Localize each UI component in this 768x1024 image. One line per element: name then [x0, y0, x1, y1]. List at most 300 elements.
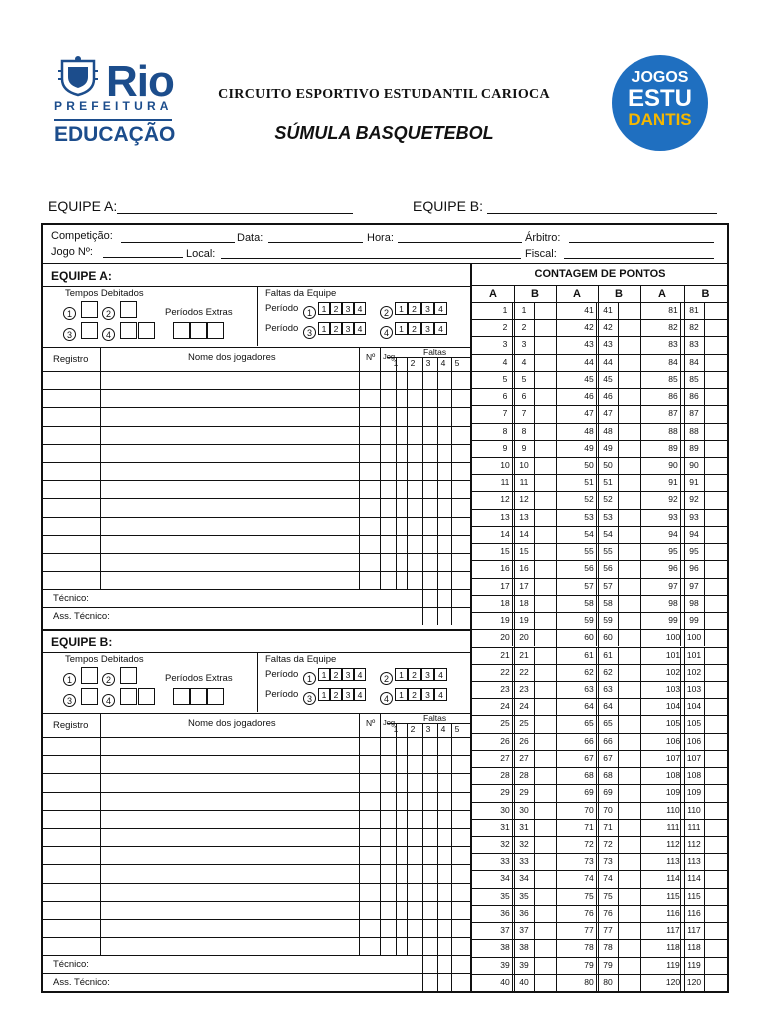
score-cell-a[interactable]: 67 — [584, 752, 594, 763]
score-cell-a[interactable]: 37 — [500, 925, 510, 936]
score-cell-b[interactable]: 65 — [603, 718, 613, 729]
score-cell-b[interactable]: 100 — [686, 632, 702, 643]
score-cell-a[interactable]: 94 — [668, 528, 678, 539]
score-cell-a[interactable]: 40 — [500, 976, 510, 987]
score-cell-b[interactable]: 27 — [519, 752, 529, 763]
timeout-box[interactable] — [120, 322, 137, 339]
timeout-box[interactable] — [81, 667, 98, 684]
score-cell-b[interactable]: 119 — [687, 959, 701, 970]
data-field[interactable]: Data: — [237, 232, 264, 244]
score-cell-a[interactable]: 5 — [502, 373, 508, 384]
score-cell-b[interactable]: 25 — [519, 718, 529, 729]
timeout-box[interactable] — [138, 688, 155, 705]
score-cell-b[interactable]: 53 — [603, 511, 613, 522]
faltas-col-number: 1 — [393, 358, 399, 368]
team-foul-box[interactable]: 3 — [342, 688, 354, 701]
team-b-name-field[interactable] — [413, 198, 717, 214]
score-cell-b[interactable]: 59 — [603, 615, 613, 626]
timeout-box[interactable] — [120, 667, 137, 684]
score-cell-b[interactable]: 88 — [689, 425, 699, 436]
score-cell-b[interactable]: 74 — [603, 873, 613, 884]
score-cell-a[interactable]: 30 — [500, 804, 510, 815]
score-cell-a[interactable]: 28 — [500, 770, 510, 781]
team-foul-box[interactable]: 1 — [318, 322, 330, 335]
score-cell-a[interactable]: 3 — [502, 339, 508, 350]
score-cell-b[interactable]: 14 — [519, 528, 529, 539]
score-cell-b[interactable]: 30 — [519, 804, 529, 815]
score-cell-a[interactable]: 60 — [584, 632, 594, 643]
score-cell-b[interactable]: 1 — [521, 305, 527, 315]
score-cell-a[interactable]: 96 — [668, 563, 678, 574]
score-cell-a[interactable]: 70 — [584, 804, 594, 815]
score-cell-b[interactable]: 99 — [689, 615, 699, 626]
arbitro-field[interactable]: Árbitro: — [525, 232, 561, 244]
score-cell-a[interactable]: 59 — [584, 615, 594, 626]
score-cell-b[interactable]: 51 — [603, 477, 613, 488]
score-cell-b[interactable]: 106 — [686, 735, 702, 746]
score-cell-a[interactable]: 99 — [668, 615, 678, 626]
score-cell-a[interactable]: 66 — [584, 735, 594, 746]
score-cell-b[interactable]: 95 — [689, 546, 699, 557]
score-cell-b[interactable]: 34 — [519, 873, 529, 884]
team-foul-box[interactable]: 4 — [354, 302, 366, 315]
score-cell-b[interactable]: 113 — [687, 856, 701, 867]
score-cell-b[interactable]: 78 — [603, 942, 613, 953]
score-cell-a[interactable]: 31 — [500, 821, 510, 832]
score-cell-a[interactable]: 22 — [500, 666, 510, 677]
score-cell-a[interactable]: 54 — [584, 528, 594, 539]
score-cell-a[interactable]: 75 — [584, 890, 594, 901]
score-cell-a[interactable]: 58 — [584, 597, 594, 608]
competicao-field[interactable]: Competição: — [51, 230, 113, 242]
score-cell-b[interactable]: 108 — [686, 770, 702, 781]
score-cell-a[interactable]: 90 — [668, 460, 678, 471]
faltas-col-number: 3 — [425, 358, 431, 368]
score-cell-b[interactable]: 4 — [521, 356, 527, 367]
score-cell-a[interactable]: 36 — [500, 907, 510, 918]
score-cell-a[interactable]: 35 — [500, 890, 510, 901]
score-cell-b[interactable]: 84 — [689, 356, 699, 367]
team-foul-box[interactable]: 4 — [434, 302, 447, 315]
score-cell-a[interactable]: 6 — [502, 391, 508, 402]
team-foul-box[interactable]: 1 — [395, 302, 408, 315]
score-cell-b[interactable]: 105 — [686, 718, 702, 729]
score-cell-a[interactable]: 109 — [665, 787, 681, 798]
score-cell-b[interactable]: 35 — [519, 890, 529, 901]
score-cell-a[interactable]: 61 — [584, 649, 594, 660]
score-cell-a[interactable]: 89 — [668, 442, 678, 453]
score-cell-a[interactable]: 91 — [668, 477, 678, 488]
score-cell-b[interactable]: 23 — [519, 683, 529, 694]
jogo-field[interactable]: Jogo Nº: — [51, 246, 93, 258]
team-foul-box[interactable]: 4 — [354, 668, 366, 681]
score-cell-a[interactable]: 120 — [665, 976, 681, 987]
score-cell-b[interactable]: 2 — [521, 322, 527, 333]
score-cell-a[interactable]: 44 — [584, 356, 594, 367]
score-cell-a[interactable]: 19 — [500, 615, 510, 626]
score-cell-a[interactable]: 114 — [666, 873, 680, 884]
score-cell-b[interactable]: 82 — [689, 322, 699, 333]
score-cell-b[interactable]: 52 — [603, 494, 613, 505]
score-cell-a[interactable]: 85 — [668, 373, 678, 384]
score-cell-a[interactable]: 93 — [668, 511, 678, 522]
score-cell-a[interactable]: 23 — [500, 683, 510, 694]
score-cell-b[interactable]: 46 — [603, 391, 613, 402]
score-cell-a[interactable]: 110 — [666, 804, 680, 815]
score-cell-b[interactable]: 63 — [603, 683, 613, 694]
team-foul-box[interactable]: 3 — [421, 668, 434, 681]
score-cell-b[interactable]: 93 — [689, 511, 699, 522]
score-cell-b[interactable]: 55 — [603, 546, 613, 557]
score-cell-a[interactable]: 18 — [500, 597, 510, 608]
score-cell-b[interactable]: 20 — [519, 632, 529, 643]
score-cell-b[interactable]: 54 — [603, 528, 613, 539]
score-cell-b[interactable]: 26 — [519, 735, 529, 746]
score-cell-a[interactable]: 65 — [584, 718, 594, 729]
score-cell-b[interactable]: 68 — [603, 770, 613, 781]
score-cell-b[interactable]: 45 — [603, 373, 613, 384]
score-cell-b[interactable]: 111 — [687, 821, 701, 832]
team-foul-box[interactable]: 4 — [434, 688, 447, 701]
score-cell-b[interactable]: 29 — [519, 787, 529, 798]
score-cell-b[interactable]: 87 — [689, 408, 699, 419]
score-cell-a[interactable]: 12 — [500, 494, 510, 505]
score-cell-b[interactable]: 40 — [519, 976, 529, 987]
score-cell-b[interactable]: 7 — [521, 408, 527, 419]
score-cell-a[interactable]: 42 — [584, 322, 594, 333]
score-cell-b[interactable]: 92 — [689, 494, 699, 505]
score-cell-b[interactable]: 81 — [689, 305, 699, 315]
score-cell-a[interactable]: 79 — [584, 959, 594, 970]
score-cell-b[interactable]: 37 — [519, 925, 529, 936]
score-cell-b[interactable]: 91 — [689, 477, 699, 488]
score-cell-a[interactable]: 105 — [665, 718, 681, 729]
score-cell-b[interactable]: 41 — [603, 305, 613, 315]
score-cell-b[interactable]: 104 — [686, 701, 702, 712]
score-cell-b[interactable]: 102 — [686, 666, 702, 677]
score-cell-b[interactable]: 12 — [519, 494, 529, 505]
score-cell-a[interactable]: 46 — [584, 391, 594, 402]
score-cell-b[interactable]: 96 — [689, 563, 699, 574]
team-foul-box[interactable]: 2 — [408, 688, 421, 701]
local-field[interactable]: Local: — [186, 248, 216, 260]
team-foul-box[interactable]: 4 — [354, 322, 366, 335]
score-cell-a[interactable]: 21 — [500, 649, 510, 660]
score-cell-b[interactable]: 66 — [603, 735, 613, 746]
score-cell-b[interactable]: 75 — [603, 890, 613, 901]
score-cell-a[interactable]: 8 — [502, 425, 508, 436]
score-cell-b[interactable]: 97 — [689, 580, 699, 591]
score-cell-b[interactable]: 6 — [521, 391, 527, 402]
score-cell-a[interactable]: 84 — [668, 356, 678, 367]
score-cell-a[interactable]: 71 — [584, 821, 594, 832]
document-title: CIRCUITO ESPORTIVO ESTUDANTIL CARIOCA — [218, 87, 550, 102]
hora-field[interactable]: Hora: — [367, 232, 394, 244]
team-foul-box[interactable]: 3 — [421, 302, 434, 315]
score-cell-a[interactable]: 33 — [500, 856, 510, 867]
score-cell-b[interactable]: 15 — [519, 546, 529, 557]
score-cell-a[interactable]: 88 — [668, 425, 678, 436]
score-cell-a[interactable]: 64 — [584, 701, 594, 712]
score-cell-a[interactable]: 16 — [500, 563, 510, 574]
score-cell-b[interactable]: 42 — [603, 322, 613, 333]
score-cell-a[interactable]: 102 — [665, 666, 681, 677]
score-cell-b[interactable]: 28 — [519, 770, 529, 781]
score-cell-b[interactable]: 90 — [689, 460, 699, 471]
score-cell-a[interactable]: 13 — [500, 511, 510, 522]
score-cell-b[interactable]: 19 — [519, 615, 529, 626]
score-cell-a[interactable]: 45 — [584, 373, 594, 384]
score-cell-b[interactable]: 18 — [519, 597, 529, 608]
score-cell-a[interactable]: 98 — [668, 597, 678, 608]
score-cell-b[interactable]: 17 — [519, 580, 529, 591]
score-cell-b[interactable]: 24 — [519, 701, 529, 712]
extra-period-box[interactable] — [207, 322, 224, 339]
score-cell-b[interactable]: 50 — [603, 460, 613, 471]
score-cell-a[interactable]: 4 — [502, 356, 508, 367]
score-cell-a[interactable]: 25 — [500, 718, 510, 729]
team-foul-box[interactable]: 3 — [342, 322, 354, 335]
team-foul-box[interactable]: 1 — [318, 688, 330, 701]
score-cell-a[interactable]: 10 — [500, 460, 510, 471]
score-cell-a[interactable]: 101 — [665, 649, 681, 660]
team-foul-box[interactable]: 4 — [434, 668, 447, 681]
timeout-box[interactable] — [81, 301, 98, 318]
team-foul-box[interactable]: 3 — [342, 668, 354, 681]
score-cell-a[interactable]: 51 — [584, 477, 594, 488]
score-cell-b[interactable]: 36 — [519, 907, 529, 918]
extra-period-box[interactable] — [173, 322, 190, 339]
score-cell-b[interactable]: 79 — [603, 959, 613, 970]
score-cell-b[interactable]: 86 — [689, 391, 699, 402]
extra-period-box[interactable] — [190, 688, 207, 705]
score-cell-a[interactable]: 9 — [502, 442, 508, 453]
score-cell-b[interactable]: 49 — [603, 442, 613, 453]
timeout-box[interactable] — [138, 322, 155, 339]
score-cell-a[interactable]: 69 — [584, 787, 594, 798]
score-cell-a[interactable]: 119 — [666, 959, 680, 970]
score-cell-a[interactable]: 2 — [502, 322, 508, 333]
score-cell-a[interactable]: 118 — [666, 942, 680, 953]
score-cell-a[interactable]: 81 — [668, 305, 678, 315]
score-cell-b[interactable]: 120 — [686, 976, 702, 987]
score-cell-b[interactable]: 60 — [603, 632, 613, 643]
score-cell-a[interactable]: 82 — [668, 322, 678, 333]
score-cell-a[interactable]: 39 — [500, 959, 510, 970]
team-foul-box[interactable]: 2 — [330, 688, 342, 701]
team-foul-box[interactable]: 1 — [395, 688, 408, 701]
score-cell-a[interactable]: 17 — [500, 580, 510, 591]
score-cell-a[interactable]: 62 — [584, 666, 594, 677]
score-cell-b[interactable]: 67 — [603, 752, 613, 763]
team-foul-box[interactable]: 1 — [318, 668, 330, 681]
score-cell-b[interactable]: 117 — [687, 925, 701, 936]
score-cell-b[interactable]: 61 — [603, 649, 613, 660]
score-cell-b[interactable]: 73 — [603, 856, 613, 867]
score-cell-b[interactable]: 85 — [689, 373, 699, 384]
score-cell-b[interactable]: 62 — [603, 666, 613, 677]
score-cell-b[interactable]: 72 — [603, 838, 613, 849]
score-cell-a[interactable]: 106 — [665, 735, 681, 746]
score-cell-b[interactable]: 64 — [603, 701, 613, 712]
score-cell-b[interactable]: 89 — [689, 442, 699, 453]
score-cell-a[interactable]: 48 — [584, 425, 594, 436]
score-cell-a[interactable]: 104 — [665, 701, 681, 712]
score-cell-b[interactable]: 98 — [689, 597, 699, 608]
score-cell-a[interactable]: 113 — [666, 856, 680, 867]
score-cell-b[interactable]: 43 — [603, 339, 613, 350]
score-cell-b[interactable]: 109 — [686, 787, 702, 798]
score-cell-a[interactable]: 34 — [500, 873, 510, 884]
score-cell-b[interactable]: 39 — [519, 959, 529, 970]
score-cell-a[interactable]: 32 — [500, 838, 510, 849]
score-cell-a[interactable]: 76 — [584, 907, 594, 918]
score-cell-b[interactable]: 10 — [519, 460, 529, 471]
score-cell-b[interactable]: 5 — [521, 373, 527, 384]
score-cell-b[interactable]: 8 — [521, 425, 527, 436]
score-cell-b[interactable]: 9 — [521, 442, 527, 453]
score-cell-a[interactable]: 111 — [666, 821, 680, 832]
score-cell-b[interactable]: 3 — [521, 339, 527, 350]
timeout-box[interactable] — [81, 688, 98, 705]
score-cell-a[interactable]: 20 — [500, 632, 510, 643]
score-cell-a[interactable]: 78 — [584, 942, 594, 953]
score-cell-a[interactable]: 63 — [584, 683, 594, 694]
score-cell-a[interactable]: 92 — [668, 494, 678, 505]
score-cell-b[interactable]: 31 — [519, 821, 529, 832]
score-cell-a[interactable]: 116 — [666, 907, 680, 918]
score-cell-b[interactable]: 58 — [603, 597, 613, 608]
score-cell-b[interactable]: 33 — [519, 856, 529, 867]
score-cell-a[interactable]: 49 — [584, 442, 594, 453]
score-cell-a[interactable]: 27 — [500, 752, 510, 763]
score-cell-a[interactable]: 43 — [584, 339, 594, 350]
score-cell-b[interactable]: 69 — [603, 787, 613, 798]
team-foul-box[interactable]: 3 — [421, 688, 434, 701]
score-cell-a[interactable]: 52 — [584, 494, 594, 505]
team-foul-box[interactable]: 3 — [342, 302, 354, 315]
score-cell-b[interactable]: 94 — [689, 528, 699, 539]
score-cell-b[interactable]: 80 — [603, 976, 613, 987]
extra-period-box[interactable] — [190, 322, 207, 339]
score-cell-a[interactable]: 41 — [584, 305, 594, 315]
score-cell-a[interactable]: 103 — [665, 683, 681, 694]
score-cell-b[interactable]: 16 — [519, 563, 529, 574]
team-foul-box[interactable]: 2 — [330, 668, 342, 681]
score-cell-b[interactable]: 118 — [687, 942, 701, 953]
score-cell-b[interactable]: 71 — [603, 821, 613, 832]
team-foul-box[interactable]: 4 — [354, 688, 366, 701]
score-cell-b[interactable]: 116 — [687, 907, 701, 918]
score-cell-a[interactable]: 107 — [665, 752, 681, 763]
fiscal-field[interactable]: Fiscal: — [525, 248, 557, 260]
score-cell-a[interactable]: 14 — [500, 528, 510, 539]
score-cell-a[interactable]: 100 — [665, 632, 681, 643]
score-cell-a[interactable]: 68 — [584, 770, 594, 781]
timeout-box[interactable] — [120, 301, 137, 318]
score-cell-b[interactable]: 83 — [689, 339, 699, 350]
score-cell-a[interactable]: 86 — [668, 391, 678, 402]
score-cell-a[interactable]: 87 — [668, 408, 678, 419]
score-cell-b[interactable]: 114 — [687, 873, 701, 884]
score-cell-a[interactable]: 77 — [584, 925, 594, 936]
score-cell-a[interactable]: 1 — [502, 305, 508, 315]
score-cell-b[interactable]: 76 — [603, 907, 613, 918]
score-cell-a[interactable]: 55 — [584, 546, 594, 557]
team-a-name-field[interactable] — [48, 198, 353, 214]
score-cell-a[interactable]: 26 — [500, 735, 510, 746]
score-cell-a[interactable]: 56 — [584, 563, 594, 574]
score-cell-a[interactable]: 38 — [500, 942, 510, 953]
score-cell-b[interactable]: 70 — [603, 804, 613, 815]
score-cell-a[interactable]: 112 — [666, 838, 680, 849]
team-foul-box[interactable]: 2 — [408, 302, 421, 315]
score-cell-a[interactable]: 80 — [584, 976, 594, 987]
score-cell-a[interactable]: 29 — [500, 787, 510, 798]
team-foul-box[interactable]: 1 — [395, 668, 408, 681]
team-foul-box[interactable]: 2 — [330, 322, 342, 335]
team-foul-box[interactable]: 2 — [330, 302, 342, 315]
timeout-box[interactable] — [81, 322, 98, 339]
team-foul-box[interactable]: 1 — [318, 302, 330, 315]
score-cell-b[interactable]: 101 — [686, 649, 702, 660]
score-cell-a[interactable]: 15 — [500, 546, 510, 557]
score-cell-b[interactable]: 115 — [687, 890, 701, 901]
score-cell-a[interactable]: 117 — [666, 925, 680, 936]
score-cell-a[interactable]: 83 — [668, 339, 678, 350]
score-cell-a[interactable]: 97 — [668, 580, 678, 591]
team-foul-box[interactable]: 1 — [395, 322, 408, 335]
score-cell-b[interactable]: 48 — [603, 425, 613, 436]
score-cell-a[interactable]: 7 — [502, 408, 508, 419]
score-cell-a[interactable]: 108 — [665, 770, 681, 781]
score-cell-a[interactable]: 53 — [584, 511, 594, 522]
score-cell-b[interactable]: 47 — [603, 408, 613, 419]
team-foul-box[interactable]: 2 — [408, 322, 421, 335]
team-foul-box[interactable]: 3 — [421, 322, 434, 335]
score-cell-a[interactable]: 24 — [500, 701, 510, 712]
score-cell-b[interactable]: 110 — [687, 804, 701, 815]
score-cell-b[interactable]: 13 — [519, 511, 529, 522]
team-foul-box[interactable]: 2 — [408, 668, 421, 681]
score-cell-a[interactable]: 74 — [584, 873, 594, 884]
score-cell-b[interactable]: 77 — [603, 925, 613, 936]
score-cell-a[interactable]: 47 — [584, 408, 594, 419]
extra-period-box[interactable] — [173, 688, 190, 705]
score-cell-a[interactable]: 115 — [666, 890, 680, 901]
score-cell-a[interactable]: 50 — [584, 460, 594, 471]
score-cell-b[interactable]: 57 — [603, 580, 613, 591]
score-cell-b[interactable]: 38 — [519, 942, 529, 953]
score-cell-a[interactable]: 95 — [668, 546, 678, 557]
score-cell-b[interactable]: 107 — [686, 752, 702, 763]
extra-period-box[interactable] — [207, 688, 224, 705]
team-foul-box[interactable]: 4 — [434, 322, 447, 335]
score-cell-b[interactable]: 22 — [519, 666, 529, 677]
score-cell-b[interactable]: 11 — [519, 477, 529, 488]
score-cell-a[interactable]: 72 — [584, 838, 594, 849]
score-cell-b[interactable]: 103 — [686, 683, 702, 694]
score-cell-a[interactable]: 11 — [500, 477, 510, 488]
score-cell-b[interactable]: 32 — [519, 838, 529, 849]
score-cell-b[interactable]: 56 — [603, 563, 613, 574]
score-cell-b[interactable]: 21 — [519, 649, 529, 660]
score-cell-b[interactable]: 44 — [603, 356, 613, 367]
timeout-box[interactable] — [120, 688, 137, 705]
score-cell-a[interactable]: 57 — [584, 580, 594, 591]
score-cell-a[interactable]: 73 — [584, 856, 594, 867]
score-cell-b[interactable]: 112 — [687, 838, 701, 849]
